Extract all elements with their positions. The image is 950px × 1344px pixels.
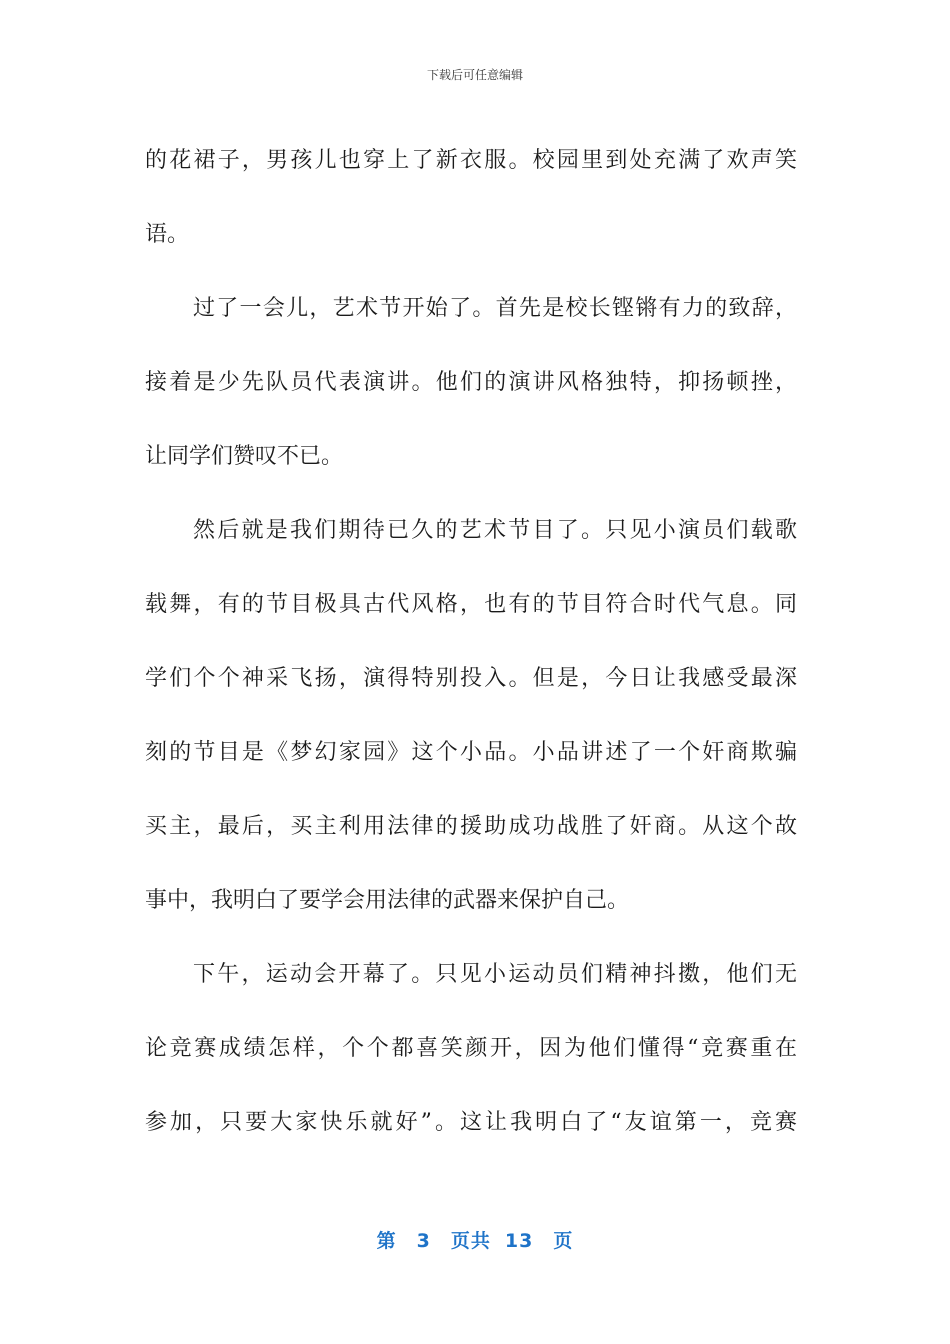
text-line: 论竞赛成绩怎样，个个都喜笑颜开，因为他们懂得“竞赛重在 (145, 1036, 797, 1061)
text-line: 然后就是我们期待已久的艺术节目了。只见小演员们载歌 (193, 518, 797, 543)
text-line: 过了一会儿，艺术节开始了。首先是校长铿锵有力的致辞， (193, 296, 797, 321)
header-note: 下载后可任意编辑 (426, 68, 523, 82)
text-line: 刻的节目是《梦幻家园》这个小品。小品讲述了一个奸商欺骗 (145, 740, 797, 765)
text-line: 语。 (145, 222, 190, 247)
text-line: 买主，最后，买主利用法律的援助成功战胜了奸商。从这个故 (145, 814, 797, 839)
text-line: 学们个个神采飞扬，演得特别投入。但是，今日让我感受最深 (145, 666, 797, 691)
page-number-footer (0, 1226, 950, 1253)
text-line: 参加，只要大家快乐就好”。这让我明白了“友谊第一，竞赛 (145, 1110, 797, 1135)
text-line: 的花裙子，男孩儿也穿上了新衣服。校园里到处充满了欢声笑 (145, 148, 797, 173)
document-body (145, 124, 797, 1160)
footer-suffix: 页 (553, 1230, 574, 1252)
current-page-number: 3 (416, 1230, 431, 1252)
footer-prefix: 第 (376, 1230, 397, 1252)
text-line: 载舞，有的节目极具古代风格，也有的节目符合时代气息。同 (145, 592, 797, 617)
text-line: 事中，我明白了要学会用法律的武器来保护自己。 (145, 888, 630, 913)
text-line: 让同学们赞叹不已。 (145, 444, 344, 469)
footer-middle: 页共 (450, 1230, 491, 1252)
total-pages-number: 13 (504, 1230, 534, 1252)
text-line: 接着是少先队员代表演讲。他们的演讲风格独特，抑扬顿挫， (145, 370, 797, 395)
text-line: 下午，运动会开幕了。只见小运动员们精神抖擞，他们无 (193, 962, 797, 987)
